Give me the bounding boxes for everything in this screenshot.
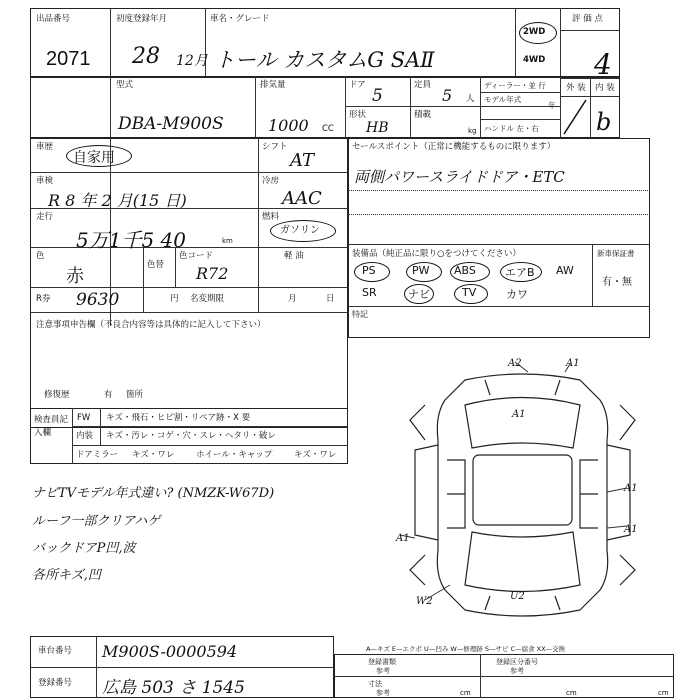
chassis-value: M900S-0000594	[102, 642, 238, 661]
capacity-label: 定員	[414, 80, 432, 90]
capacity-value: 5	[442, 86, 453, 105]
mileage-value: 5万1千5 40	[76, 228, 186, 252]
cap-label: ホイール・キャップ	[196, 450, 273, 460]
equip-sr: SR	[362, 286, 377, 299]
mark-a1-front: A1	[566, 358, 580, 369]
color-code-label: 色コード	[179, 251, 214, 261]
mirror-label: ドアミラー	[76, 450, 119, 460]
equip-airbag: エアB	[505, 266, 535, 279]
reg-class-label: 登録区分番号	[496, 658, 538, 666]
equip-pw: PW	[412, 264, 430, 277]
reg-doc-label: 登録書類	[368, 658, 396, 666]
equip-ps: PS	[362, 264, 376, 277]
notes-label: 注意事項申告欄（不良合内容等は具体的に記入して下さい）	[36, 320, 266, 330]
ac-value: AAC	[282, 188, 322, 209]
title-label: 名変期限	[190, 294, 225, 304]
drive-2wd: 2WD	[523, 27, 546, 37]
equip-tv: TV	[462, 286, 477, 299]
lot-number: 2071	[46, 48, 91, 70]
type-value: DBA-M900S	[118, 114, 224, 134]
fw-text: キズ・飛石・ヒビ割・リペア跡・X 要	[106, 413, 251, 423]
lot-label: 出品番号	[36, 14, 71, 24]
cap-text: キズ・ワレ	[294, 450, 337, 460]
use-value: 自家用	[73, 150, 115, 166]
disp-label: 排気量	[260, 80, 286, 90]
name-label: 車名・グレード	[210, 14, 270, 24]
equipment-label: 装備品（純正品に限り○をつけてください）	[352, 249, 521, 259]
reg-doc-ref: 参考	[376, 667, 390, 675]
car-diagram	[395, 360, 650, 630]
warranty-label: 新車保証書	[597, 249, 635, 258]
extra-label: 特記	[352, 310, 368, 319]
doors-label: ドア	[349, 80, 366, 90]
model-year-label: モデル年式	[484, 95, 522, 104]
dims-unit-3: cm	[658, 689, 669, 697]
reg-label: 初度登録年月	[116, 14, 168, 24]
comment-line-2: ルーフ一部クリアハゲ	[32, 514, 161, 529]
mark-a1-hood: A1	[512, 409, 526, 420]
recycle-unit: 円	[170, 294, 179, 304]
shape-label: 形状	[349, 110, 367, 120]
diesel-label: 軽 油	[284, 251, 304, 261]
handle-label: ハンドル 左・右	[484, 124, 539, 133]
reg-class-ref: 参考	[510, 667, 524, 675]
title-day: 日	[326, 294, 335, 304]
inspector-label: 検査員記入欄	[34, 415, 69, 438]
repaint-label: 色替	[147, 260, 165, 270]
interior-label: 内 装	[595, 83, 615, 93]
equip-abs: ABS	[454, 264, 476, 277]
title-month: 月	[288, 294, 297, 304]
shift-label: シフト	[262, 142, 288, 152]
reg-month: 12月	[176, 53, 208, 69]
plate-value: 広島 503 さ 1545	[102, 678, 245, 698]
drive-4wd: 4WD	[523, 55, 546, 65]
disp-value: 1000	[268, 116, 309, 135]
mark-u2: U2	[510, 591, 525, 602]
fuel-value: ガソリン	[280, 225, 320, 236]
plate-label: 登録番号	[38, 678, 73, 688]
load-label: 積載	[414, 110, 432, 120]
grade-value: 4	[594, 48, 612, 81]
inspection-value: R 8 年 2 月(15 日)	[48, 191, 187, 210]
mark-a1-right: A1	[624, 483, 638, 494]
color-label: 色	[36, 251, 45, 261]
comment-line-1: ナビTVモデル年式違い? (NMZK-W67D)	[32, 486, 275, 501]
mirror-text: キズ・ワレ	[132, 450, 175, 460]
dims-ref: 参考	[376, 689, 390, 697]
mileage-label: 走行	[36, 212, 54, 222]
chassis-label: 車台番号	[38, 646, 73, 656]
disp-unit: CC	[322, 124, 334, 134]
repair-label: 修復歴	[44, 390, 70, 400]
fw-label: FW	[77, 413, 91, 423]
color-code-value: R72	[196, 264, 229, 283]
sales-point-text: 両側パワースライドドア・ETC	[354, 168, 565, 186]
repair-value: 有	[104, 390, 113, 400]
sales-point-label: セールスポイント（正常に機能するものに限ります）	[352, 142, 556, 152]
dealer-label: ディーラー・並 行	[484, 81, 546, 90]
capacity-unit: 人	[466, 94, 475, 104]
dims-label: 寸法	[368, 680, 382, 688]
grade-label: 評 価 点	[572, 14, 603, 24]
comment-line-4: 各所キズ,凹	[32, 568, 101, 583]
warranty-value: 有・無	[602, 277, 632, 288]
doors-value: 5	[372, 86, 383, 106]
reg-year: 28	[132, 44, 160, 69]
type-label: 型式	[116, 80, 134, 90]
model-name: トール カスタムG SAⅡ	[214, 48, 435, 72]
inspection-label: 車検	[36, 176, 54, 186]
comment-line-3: バックドアP凹,波	[32, 541, 136, 556]
mark-a1-left: A1	[396, 533, 410, 544]
damage-legend: A—キズ E—エクボ U—凹み W—修理跡 S—サビ C—腐食 XX—交換	[366, 645, 566, 653]
dims-unit-2: cm	[566, 689, 577, 697]
repair-place: 箇所	[126, 390, 144, 400]
use-label: 車歴	[36, 142, 54, 152]
int-text: キズ・汚レ・コゲ・穴・スレ・ヘタリ・破レ	[106, 431, 276, 441]
recycle-label: R券	[36, 294, 51, 304]
mark-a1-rear-right: A1	[624, 524, 638, 535]
dims-unit-1: cm	[460, 689, 471, 697]
shape-value: HB	[366, 120, 389, 136]
model-year-unit: 年	[548, 101, 556, 110]
mark-w2: W2	[416, 596, 433, 607]
int-label: 内装	[76, 431, 94, 441]
mileage-unit: km	[222, 237, 233, 245]
exterior-label: 外 装	[566, 83, 586, 93]
ac-label: 冷房	[262, 176, 280, 186]
equip-aw: AW	[556, 264, 574, 277]
color-value: 赤	[66, 266, 84, 287]
mark-a2: A2	[508, 358, 522, 369]
equip-navi: ナビ	[408, 288, 430, 301]
interior-grade: b	[596, 108, 612, 136]
equip-leather: カワ	[506, 288, 528, 301]
fuel-label: 燃料	[262, 212, 280, 222]
recycle-value: 9630	[76, 290, 120, 310]
shift-value: AT	[290, 150, 315, 171]
load-unit: kg	[468, 127, 477, 135]
